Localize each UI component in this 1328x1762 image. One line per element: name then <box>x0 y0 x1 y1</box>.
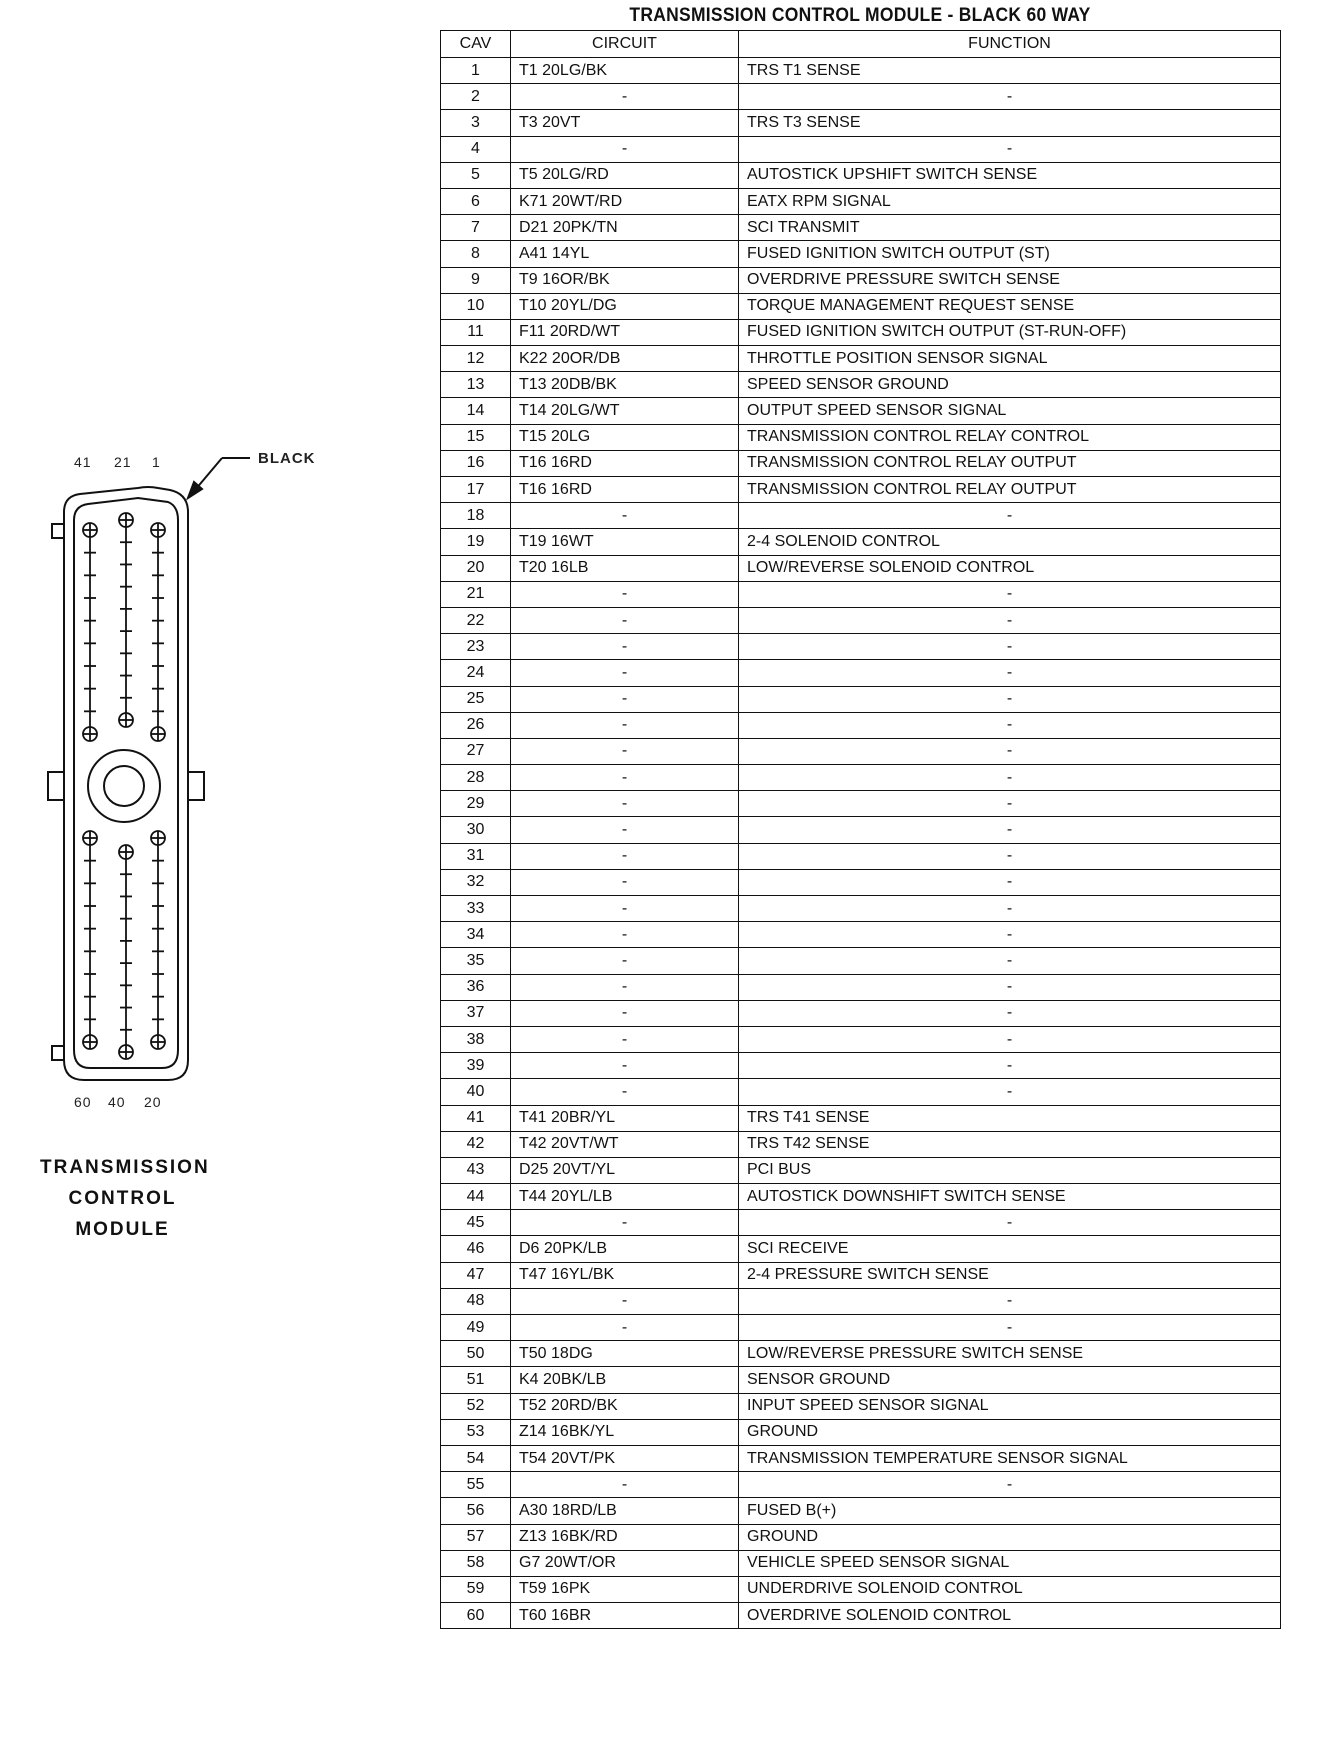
circuit-cell: - <box>511 869 739 895</box>
pin-label-20: 20 <box>144 1094 162 1110</box>
function-cell: GROUND <box>739 1419 1281 1445</box>
table-row <box>441 1210 1281 1236</box>
function-cell: THROTTLE POSITION SENSOR SIGNAL <box>739 346 1281 372</box>
cav-cell: 7 <box>441 215 511 241</box>
circuit-cell: T42 20VT/WT <box>511 1131 739 1157</box>
pin-label-60: 60 <box>74 1094 92 1110</box>
cav-cell: 18 <box>441 503 511 529</box>
circuit-cell: D6 20PK/LB <box>511 1236 739 1262</box>
table-row <box>441 503 1281 529</box>
function-cell: - <box>739 503 1281 529</box>
function-cell: VEHICLE SPEED SENSOR SIGNAL <box>739 1550 1281 1576</box>
function-cell: INPUT SPEED SENSOR SIGNAL <box>739 1393 1281 1419</box>
cav-cell: 41 <box>441 1105 511 1131</box>
circuit-cell: T20 16LB <box>511 555 739 581</box>
table-row <box>441 1105 1281 1131</box>
circuit-cell: T13 20DB/BK <box>511 372 739 398</box>
table-row <box>441 765 1281 791</box>
cav-cell: 31 <box>441 843 511 869</box>
function-cell: TRS T42 SENSE <box>739 1131 1281 1157</box>
function-cell: TRS T41 SENSE <box>739 1105 1281 1131</box>
function-cell: EATX RPM SIGNAL <box>739 188 1281 214</box>
table-row <box>441 948 1281 974</box>
caption-line-1: TRANSMISSION <box>40 1157 210 1178</box>
connector-diagram <box>0 0 330 1130</box>
pinout-table <box>440 30 1281 1629</box>
circuit-cell: T44 20YL/LB <box>511 1184 739 1210</box>
function-cell: PCI BUS <box>739 1157 1281 1183</box>
circuit-cell: - <box>511 765 739 791</box>
function-cell: SCI RECEIVE <box>739 1236 1281 1262</box>
cav-cell: 27 <box>441 738 511 764</box>
cav-cell: 48 <box>441 1288 511 1314</box>
table-row <box>441 1524 1281 1550</box>
cav-cell: 47 <box>441 1262 511 1288</box>
function-cell: OVERDRIVE SOLENOID CONTROL <box>739 1603 1281 1629</box>
table-row <box>441 1079 1281 1105</box>
table-row <box>441 1472 1281 1498</box>
table-row <box>441 712 1281 738</box>
circuit-cell: - <box>511 84 739 110</box>
caption-line-3: MODULE <box>75 1219 170 1240</box>
function-cell: - <box>739 1026 1281 1052</box>
table-row <box>441 922 1281 948</box>
circuit-cell: A41 14YL <box>511 241 739 267</box>
table-row <box>441 346 1281 372</box>
cav-cell: 42 <box>441 1131 511 1157</box>
cav-cell: 17 <box>441 477 511 503</box>
function-cell: - <box>739 712 1281 738</box>
function-cell: - <box>739 1472 1281 1498</box>
circuit-cell: - <box>511 503 739 529</box>
function-cell: - <box>739 974 1281 1000</box>
circuit-cell: T52 20RD/BK <box>511 1393 739 1419</box>
function-cell: - <box>739 948 1281 974</box>
cav-cell: 56 <box>441 1498 511 1524</box>
caption-line-2: CONTROL <box>68 1188 177 1209</box>
function-cell: - <box>739 1079 1281 1105</box>
table-row <box>441 293 1281 319</box>
table-row <box>441 1000 1281 1026</box>
cav-cell: 8 <box>441 241 511 267</box>
table-row <box>441 738 1281 764</box>
cav-cell: 15 <box>441 424 511 450</box>
circuit-cell: T14 20LG/WT <box>511 398 739 424</box>
cav-cell: 13 <box>441 372 511 398</box>
cav-cell: 30 <box>441 817 511 843</box>
table-row <box>441 84 1281 110</box>
function-cell: OVERDRIVE PRESSURE SWITCH SENSE <box>739 267 1281 293</box>
circuit-cell: - <box>511 817 739 843</box>
function-cell: - <box>739 1000 1281 1026</box>
table-row <box>441 1026 1281 1052</box>
circuit-cell: G7 20WT/OR <box>511 1550 739 1576</box>
circuit-cell: - <box>511 607 739 633</box>
cav-cell: 59 <box>441 1576 511 1602</box>
function-cell: 2-4 SOLENOID CONTROL <box>739 529 1281 555</box>
function-cell: SENSOR GROUND <box>739 1367 1281 1393</box>
function-cell: - <box>739 136 1281 162</box>
function-cell: - <box>739 581 1281 607</box>
circuit-cell: - <box>511 1288 739 1314</box>
table-row <box>441 450 1281 476</box>
cav-cell: 37 <box>441 1000 511 1026</box>
function-cell: AUTOSTICK UPSHIFT SWITCH SENSE <box>739 162 1281 188</box>
cav-cell: 5 <box>441 162 511 188</box>
table-row <box>441 1341 1281 1367</box>
cav-cell: 32 <box>441 869 511 895</box>
function-cell: GROUND <box>739 1524 1281 1550</box>
table-row <box>441 1053 1281 1079</box>
table-row <box>441 1315 1281 1341</box>
circuit-cell: - <box>511 1053 739 1079</box>
function-cell: 2-4 PRESSURE SWITCH SENSE <box>739 1262 1281 1288</box>
cav-cell: 28 <box>441 765 511 791</box>
header-cav: CAV <box>441 31 511 58</box>
cav-cell: 25 <box>441 686 511 712</box>
cav-cell: 24 <box>441 660 511 686</box>
cav-cell: 20 <box>441 555 511 581</box>
cav-cell: 40 <box>441 1079 511 1105</box>
cav-cell: 52 <box>441 1393 511 1419</box>
table-row <box>441 1445 1281 1471</box>
circuit-cell: T59 16PK <box>511 1576 739 1602</box>
circuit-cell: T5 20LG/RD <box>511 162 739 188</box>
circuit-cell: D25 20VT/YL <box>511 1157 739 1183</box>
circuit-cell: T60 16BR <box>511 1603 739 1629</box>
cav-cell: 1 <box>441 58 511 84</box>
function-cell: FUSED IGNITION SWITCH OUTPUT (ST-RUN-OFF) <box>739 319 1281 345</box>
function-cell: - <box>739 634 1281 660</box>
circuit-cell: Z14 16BK/YL <box>511 1419 739 1445</box>
cav-cell: 46 <box>441 1236 511 1262</box>
circuit-cell: - <box>511 136 739 162</box>
table-row <box>441 1550 1281 1576</box>
table-row <box>441 241 1281 267</box>
cav-cell: 10 <box>441 293 511 319</box>
table-row <box>441 110 1281 136</box>
header-circuit: CIRCUIT <box>511 31 739 58</box>
table-row <box>441 1262 1281 1288</box>
function-cell: - <box>739 765 1281 791</box>
cav-cell: 16 <box>441 450 511 476</box>
table-row <box>441 843 1281 869</box>
cav-cell: 26 <box>441 712 511 738</box>
table-row <box>441 529 1281 555</box>
function-cell: - <box>739 1288 1281 1314</box>
function-cell: TRANSMISSION CONTROL RELAY OUTPUT <box>739 450 1281 476</box>
function-cell: OUTPUT SPEED SENSOR SIGNAL <box>739 398 1281 424</box>
circuit-cell: - <box>511 843 739 869</box>
circuit-cell: - <box>511 922 739 948</box>
table-row <box>441 58 1281 84</box>
circuit-cell: A30 18RD/LB <box>511 1498 739 1524</box>
function-cell: - <box>739 896 1281 922</box>
circuit-cell: - <box>511 581 739 607</box>
circuit-cell: K71 20WT/RD <box>511 188 739 214</box>
cav-cell: 21 <box>441 581 511 607</box>
table-header-row <box>441 31 1281 58</box>
circuit-cell: - <box>511 634 739 660</box>
cav-cell: 39 <box>441 1053 511 1079</box>
table-row <box>441 581 1281 607</box>
function-cell: - <box>739 84 1281 110</box>
function-cell: - <box>739 1315 1281 1341</box>
circuit-cell: - <box>511 791 739 817</box>
function-cell: - <box>739 738 1281 764</box>
function-cell: - <box>739 660 1281 686</box>
circuit-cell: T47 16YL/BK <box>511 1262 739 1288</box>
cav-cell: 2 <box>441 84 511 110</box>
circuit-cell: K22 20OR/DB <box>511 346 739 372</box>
table-row <box>441 634 1281 660</box>
table-row <box>441 424 1281 450</box>
function-cell: SPEED SENSOR GROUND <box>739 372 1281 398</box>
circuit-cell: T1 20LG/BK <box>511 58 739 84</box>
table-row <box>441 1157 1281 1183</box>
cav-cell: 3 <box>441 110 511 136</box>
table-row <box>441 398 1281 424</box>
cav-cell: 54 <box>441 1445 511 1471</box>
cav-cell: 34 <box>441 922 511 948</box>
cav-cell: 43 <box>441 1157 511 1183</box>
cav-cell: 38 <box>441 1026 511 1052</box>
circuit-cell: - <box>511 974 739 1000</box>
function-cell: AUTOSTICK DOWNSHIFT SWITCH SENSE <box>739 1184 1281 1210</box>
circuit-cell: Z13 16BK/RD <box>511 1524 739 1550</box>
function-cell: - <box>739 817 1281 843</box>
pin-label-1: 1 <box>152 454 161 470</box>
function-cell: - <box>739 686 1281 712</box>
table-row <box>441 267 1281 293</box>
table-row <box>441 215 1281 241</box>
circuit-cell: T3 20VT <box>511 110 739 136</box>
cav-cell: 60 <box>441 1603 511 1629</box>
table-row <box>441 1236 1281 1262</box>
function-cell: SCI TRANSMIT <box>739 215 1281 241</box>
cav-cell: 12 <box>441 346 511 372</box>
circuit-cell: T50 18DG <box>511 1341 739 1367</box>
circuit-cell: - <box>511 948 739 974</box>
function-cell: TRANSMISSION CONTROL RELAY CONTROL <box>739 424 1281 450</box>
circuit-cell: - <box>511 738 739 764</box>
pin-label-21: 21 <box>114 454 132 470</box>
table-row <box>441 162 1281 188</box>
circuit-cell: - <box>511 660 739 686</box>
table-row <box>441 1184 1281 1210</box>
function-cell: FUSED B(+) <box>739 1498 1281 1524</box>
cav-cell: 6 <box>441 188 511 214</box>
cav-cell: 57 <box>441 1524 511 1550</box>
circuit-cell: T10 20YL/DG <box>511 293 739 319</box>
function-cell: - <box>739 607 1281 633</box>
function-cell: - <box>739 869 1281 895</box>
function-cell: - <box>739 791 1281 817</box>
cav-cell: 45 <box>441 1210 511 1236</box>
table-row <box>441 477 1281 503</box>
circuit-cell: - <box>511 686 739 712</box>
function-cell: TRANSMISSION CONTROL RELAY OUTPUT <box>739 477 1281 503</box>
cav-cell: 36 <box>441 974 511 1000</box>
table-row <box>441 1498 1281 1524</box>
function-cell: TRS T1 SENSE <box>739 58 1281 84</box>
cav-cell: 50 <box>441 1341 511 1367</box>
function-cell: TRANSMISSION TEMPERATURE SENSOR SIGNAL <box>739 1445 1281 1471</box>
circuit-cell: T19 16WT <box>511 529 739 555</box>
table-row <box>441 372 1281 398</box>
function-cell: LOW/REVERSE SOLENOID CONTROL <box>739 555 1281 581</box>
function-cell: UNDERDRIVE SOLENOID CONTROL <box>739 1576 1281 1602</box>
pin-columns <box>83 513 165 1059</box>
cav-cell: 22 <box>441 607 511 633</box>
color-callout-label: BLACK <box>258 450 316 467</box>
table-row <box>441 1576 1281 1602</box>
function-cell: - <box>739 843 1281 869</box>
cav-cell: 14 <box>441 398 511 424</box>
table-row <box>441 686 1281 712</box>
circuit-cell: - <box>511 1079 739 1105</box>
circuit-cell: - <box>511 1210 739 1236</box>
function-cell: TRS T3 SENSE <box>739 110 1281 136</box>
cav-cell: 19 <box>441 529 511 555</box>
circuit-cell: - <box>511 1026 739 1052</box>
pin-label-41: 41 <box>74 454 92 470</box>
table-row <box>441 555 1281 581</box>
table-row <box>441 1603 1281 1629</box>
cav-cell: 4 <box>441 136 511 162</box>
table-row <box>441 1419 1281 1445</box>
table-title: TRANSMISSION CONTROL MODULE - BLACK 60 WAY <box>629 5 1091 26</box>
circuit-cell: - <box>511 1315 739 1341</box>
circuit-cell: - <box>511 1472 739 1498</box>
circuit-cell: D21 20PK/TN <box>511 215 739 241</box>
circuit-cell: F11 20RD/WT <box>511 319 739 345</box>
cav-cell: 53 <box>441 1419 511 1445</box>
function-cell: FUSED IGNITION SWITCH OUTPUT (ST) <box>739 241 1281 267</box>
table-row <box>441 1393 1281 1419</box>
circuit-cell: - <box>511 896 739 922</box>
circuit-cell: T16 16RD <box>511 450 739 476</box>
table-row <box>441 817 1281 843</box>
table-row <box>441 1288 1281 1314</box>
function-cell: - <box>739 1210 1281 1236</box>
table-row <box>441 136 1281 162</box>
function-cell: - <box>739 1053 1281 1079</box>
cav-cell: 55 <box>441 1472 511 1498</box>
pin-label-40: 40 <box>108 1094 126 1110</box>
cav-cell: 11 <box>441 319 511 345</box>
table-row <box>441 319 1281 345</box>
table-row <box>441 607 1281 633</box>
table-row <box>441 869 1281 895</box>
cav-cell: 9 <box>441 267 511 293</box>
table-row <box>441 188 1281 214</box>
header-function: FUNCTION <box>739 31 1281 58</box>
cav-cell: 33 <box>441 896 511 922</box>
circuit-cell: T15 20LG <box>511 424 739 450</box>
black-callout-arrow <box>188 458 250 498</box>
circuit-cell: T9 16OR/BK <box>511 267 739 293</box>
table-row <box>441 974 1281 1000</box>
cav-cell: 51 <box>441 1367 511 1393</box>
function-cell: LOW/REVERSE PRESSURE SWITCH SENSE <box>739 1341 1281 1367</box>
circuit-cell: T41 20BR/YL <box>511 1105 739 1131</box>
table-row <box>441 791 1281 817</box>
table-row <box>441 1367 1281 1393</box>
table-row <box>441 896 1281 922</box>
function-cell: - <box>739 922 1281 948</box>
cav-cell: 29 <box>441 791 511 817</box>
module-caption <box>40 1152 210 1245</box>
circuit-cell: K4 20BK/LB <box>511 1367 739 1393</box>
circuit-cell: - <box>511 1000 739 1026</box>
cav-cell: 23 <box>441 634 511 660</box>
table-row <box>441 1131 1281 1157</box>
table-row <box>441 660 1281 686</box>
cav-cell: 35 <box>441 948 511 974</box>
function-cell: TORQUE MANAGEMENT REQUEST SENSE <box>739 293 1281 319</box>
cav-cell: 58 <box>441 1550 511 1576</box>
circuit-cell: - <box>511 712 739 738</box>
circuit-cell: T54 20VT/PK <box>511 1445 739 1471</box>
cav-cell: 44 <box>441 1184 511 1210</box>
circuit-cell: T16 16RD <box>511 477 739 503</box>
cav-cell: 49 <box>441 1315 511 1341</box>
